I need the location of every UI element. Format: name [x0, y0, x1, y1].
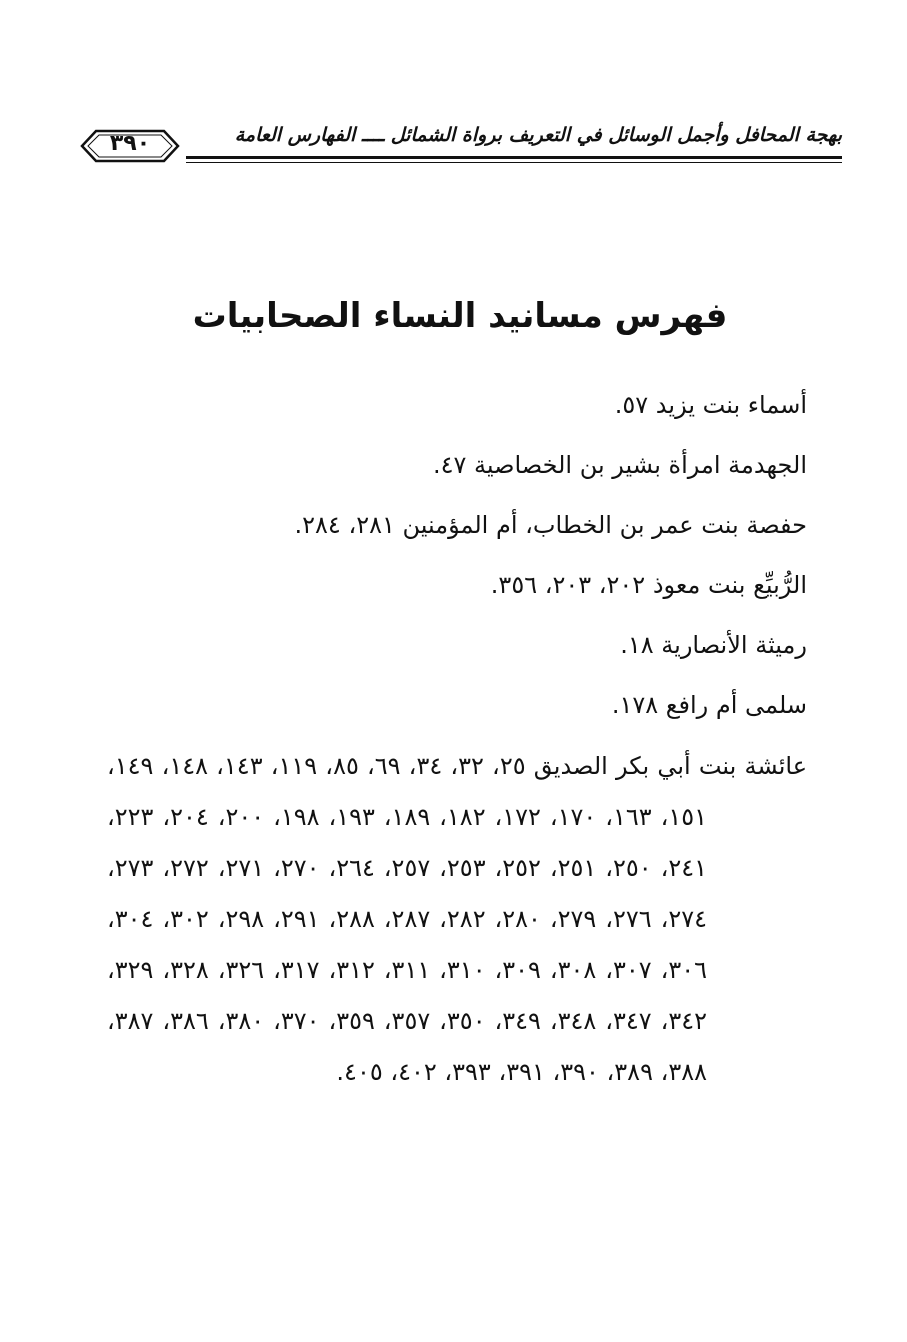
page-number-badge: [78, 128, 182, 164]
header-rule: [186, 156, 842, 159]
entry-rubayyi: الرُّبيِّع بنت معوذ ٢٠٢، ٢٠٣، ٣٥٦.: [490, 571, 807, 599]
page-number: ٣٩٠: [109, 131, 151, 156]
index-title: فهرس مسانيد النساء الصحابيات: [192, 296, 728, 336]
entries-list: [107, 375, 807, 1098]
running-header: [78, 118, 842, 174]
header-rule-thin: [186, 162, 842, 163]
entry-salma: سلمى أم رافع ١٧٨.: [611, 691, 807, 719]
entry-asma: أسماء بنت يزيد ٥٧.: [614, 391, 807, 419]
entry-hafsa: حفصة بنت عمر بن الخطاب، أم المؤمنين ٢٨١، ٢٨٤.: [294, 511, 807, 539]
entry-aisha: عائشة بنت أبي بكر الصديق ٢٥، ٣٢، ٣٤، ٦٩، ٨٥، ١١٩، ١٤٣، ١٤٨، ١٤٩، ١٥١، ١٦٣، ١٧٠، ١٧٢، ١٨٢، ١٨٩، ١٩٣، ١٩٨، ٢٠٠، ٢٠٤، ٢٢٣، ٢٤١، ٢٥٠، ٢٥١، ٢٥٢، ٢٥٣، ٢٥٧، ٢٦٤، ٢٧٠، ٢٧١، ٢٧٢، ٢٧٣، ٢٧٤، ٢٧٦، ٢٧٩، ٢٨٠، ٢٨٢، ٢٨٧، ٢٨٨، ٢٩١، ٢٩٨، ٣٠٢، ٣٠٤، ٣٠٦، ٣٠٧، ٣٠٨، ٣٠٩، ٣١٠، ٣١١، ٣١٢، ٣١٧، ٣٢٦، ٣٢٨، ٣٢٩، ٣٤٢، ٣٤٧، ٣٤٨، ٣٤٩، ٣٥٠، ٣٥٧، ٣٥٩، ٣٧٠، ٣٨٠، ٣٨٦، ٣٨٧، ٣٨٨، ٣٨٩، ٣٩٠، ٣٩١، ٣٩٣، ٤٠٢، ٤٠٥.: [107, 752, 808, 1086]
entry-rumaytha: رميثة الأنصارية ١٨.: [620, 631, 807, 659]
entry-jahdama: الجهدمة امرأة بشير بن الخصاصية ٤٧.: [432, 451, 807, 479]
running-header-title: بهجة المحافل وأجمل الوسائل في التعريف برواة الشمائل ــــ الفهارس العامة: [234, 124, 842, 146]
